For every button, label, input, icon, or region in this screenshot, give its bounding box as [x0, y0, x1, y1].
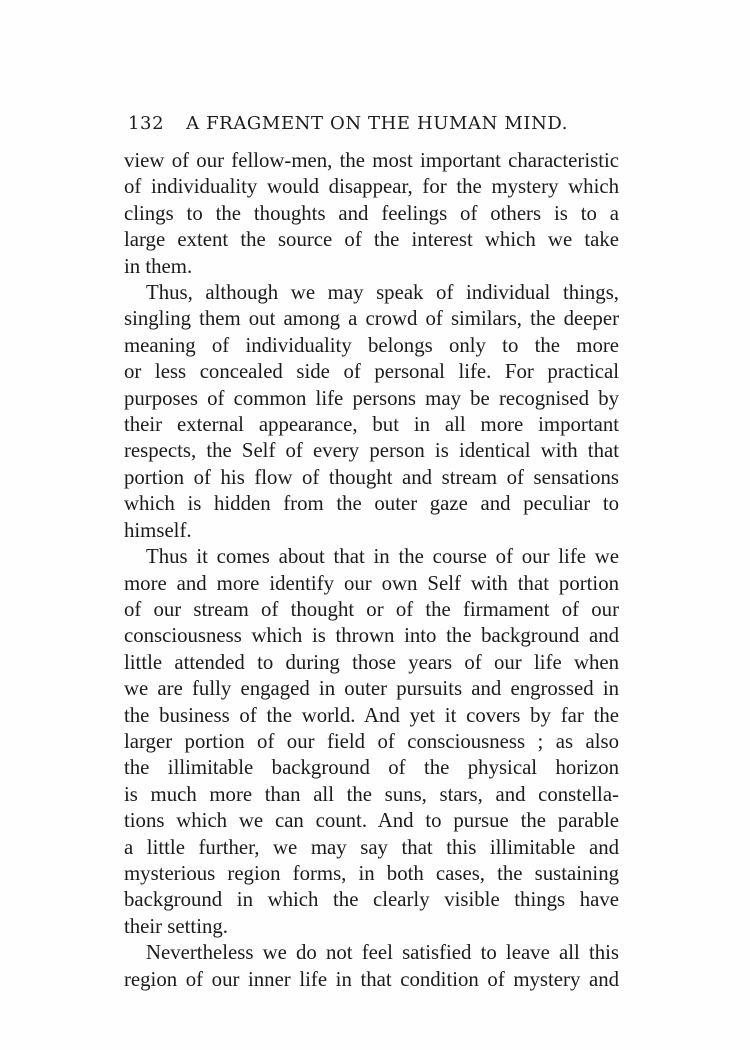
text-line: the illimitable background of the physical horizon	[124, 756, 619, 780]
text-line: Nevertheless we do not feel satisfied to leave all this	[146, 941, 619, 965]
page-number: 132	[128, 113, 165, 134]
text-line: mysterious region forms, in both cases, the sustaining	[124, 861, 619, 885]
text-line: respects, the Self of every person is identical with that	[124, 439, 619, 463]
text-line: tions which we can count. And to pursue the parable	[124, 809, 619, 833]
running-title: A FRAGMENT ON THE HUMAN MIND.	[186, 113, 569, 134]
text-line: view of our fellow-men, the most important characteristic	[124, 149, 619, 172]
text-line: which is hidden from the outer gaze and peculiar to	[124, 492, 619, 516]
text-line: large extent the source of the interest which we take	[124, 228, 619, 252]
text-line: of individuality would disappear, for the mystery which	[124, 175, 619, 199]
text-line: meaning of individuality belongs only to the more	[124, 333, 619, 357]
text-line: a little further, we may say that this illimitable and	[124, 835, 619, 859]
text-line: consciousness which is thrown into the background and	[124, 624, 619, 648]
text-line: in them.	[124, 254, 193, 278]
text-line: Thus, although we may speak of individual things,	[146, 281, 619, 305]
text-line: little attended to during those years of our life when	[124, 650, 619, 674]
paragraph	[124, 940, 619, 993]
text-line: background in which the clearly visible things have	[124, 888, 619, 912]
text-line: more and more identify our own Self with that portion	[124, 571, 619, 595]
text-line: singling them out among a crowd of similars, the deeper	[124, 307, 619, 331]
text-line: portion of his flow of thought and stream of sensations	[124, 465, 619, 489]
text-line: purposes of common life persons may be recognised by	[124, 386, 619, 410]
text-line: himself.	[124, 518, 192, 542]
running-header	[128, 113, 568, 139]
text-line: their external appearance, but in all more important	[124, 413, 619, 437]
text-line: region of our inner life in that condition of mystery and	[124, 967, 619, 991]
text-line: clings to the thoughts and feelings of others is to a	[124, 201, 619, 225]
text-line: is much more than all the suns, stars, and constella-	[124, 782, 619, 806]
text-line: or less concealed side of personal life. For practical	[124, 360, 619, 384]
text-line: of our stream of thought or of the firmament of our	[124, 597, 619, 621]
paragraph	[124, 544, 619, 940]
body-text	[124, 148, 619, 993]
paragraph	[124, 280, 619, 544]
text-line: we are fully engaged in outer pursuits and engrossed in	[124, 677, 619, 701]
paragraph	[124, 148, 619, 280]
text-line: their setting.	[124, 914, 228, 938]
text-line: the business of the world. And yet it covers by far the	[124, 703, 619, 727]
text-line: Thus it comes about that in the course of our life we	[146, 545, 619, 569]
text-line: larger portion of our field of consciousness ; as also	[124, 729, 619, 753]
